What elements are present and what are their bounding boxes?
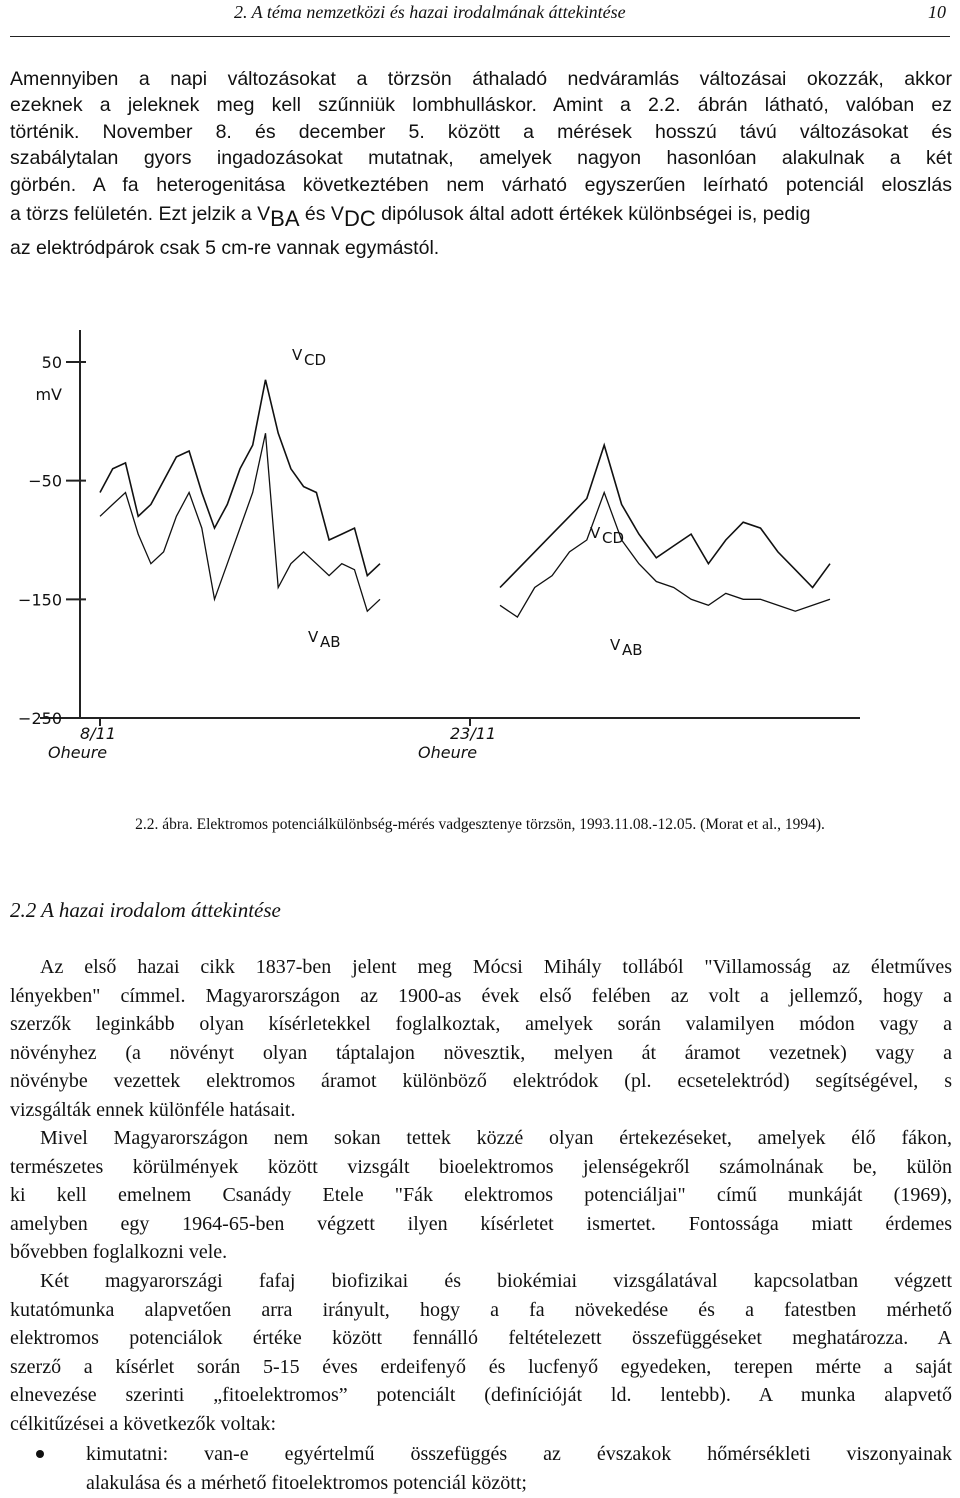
x-tick-date: 8/11: [80, 724, 116, 743]
curve-label-vcd: V: [590, 524, 601, 542]
para2-line: Mivel Magyarországon nem sokan tettek közzé olyan értekezéseket, amelyek élő fákon,: [40, 1127, 952, 1149]
series-line-vab: [100, 433, 380, 611]
section-paragraph-1: [10, 953, 952, 1125]
y-axis-label: mV: [35, 385, 62, 404]
intro-last-line: az elektródpárok csak 5 cm-re vannak egymástól.: [10, 237, 440, 260]
para3-line: elektromos potenciálok értéke között fennálló feltételezett összefüggéseket meghatározza. A: [10, 1327, 952, 1350]
bullet-marker: [36, 1450, 44, 1458]
chart-ticks: [18, 353, 496, 762]
chart-axes: [40, 330, 860, 718]
section-paragraph-3: [10, 1267, 952, 1439]
curve-label-sub-ab: AB: [320, 633, 341, 651]
para2-line: természetes körülmények között vizsgált bioelektromos jelenségekről számolnának be, külön: [10, 1155, 952, 1178]
y-tick-label: 50: [41, 353, 62, 372]
intro-line: görbén. A fa heterogenitása következtében nem várható egyszerűen leírható potenciál eloszlás: [10, 173, 952, 196]
para2-line: bővebben foglalkozni vele.: [10, 1241, 228, 1264]
curve-label-sub-cd: CD: [304, 351, 327, 369]
x-tick-date: 23/11: [450, 724, 497, 743]
intro-line: történik. November 8. és december 5. között a mérések hosszú távú változásokat és: [10, 120, 952, 143]
intro-line-middle: Ezt jelzik a V: [158, 203, 271, 226]
series-line-vcd: [100, 380, 380, 576]
intro-line: szabálytalan gyors ingadozásokat mutatnak, amelyek nagyon hasonlóan alakulnak a két: [10, 147, 952, 170]
figure-caption: 2.2. ábra. Elektromos potenciálkülönbség-mérés vadgesztenye törzsön, 1993.11.08.-12.05. (Morat et al., 1994).: [135, 816, 825, 833]
bullet-item: [86, 1440, 952, 1497]
intro-line-end: dipólusok által adott értékek különbségei is, pedig: [381, 203, 811, 226]
bullet-line: kimutatni: van-e egyértelmű összefüggés az évszakok hőmérsékleti viszonyainak: [86, 1443, 952, 1465]
intro-line: [10, 198, 952, 232]
para1-line: szerzők leginkább olyan kísérletekkel foglalkoztak, amelyek során valamilyen módon vagy a: [10, 1013, 952, 1036]
intro-paragraph: [10, 66, 952, 261]
para1-line: vizsgálták ennek különféle hatásait.: [10, 1098, 296, 1121]
section-paragraph-2: [10, 1124, 952, 1267]
curve-label-sub-cd: CD: [602, 529, 625, 547]
para3-line: Két magyarországi fafaj biofizikai és biokémiai vizsgálatával kapcsolatban végzett: [40, 1270, 952, 1292]
running-title: 2. A téma nemzetközi és hazai irodalmának áttekintése: [234, 2, 626, 22]
bullet-line: alakulása és a mérhető fitoelektromos potenciál között;: [86, 1471, 527, 1494]
x-tick-time: Oheure: [48, 743, 108, 762]
y-tick-label: −50: [28, 471, 62, 491]
para1-line: növénybe vezettek elektromos áramot különböző elektródok (pl. ecsetelektród) segítségével, s: [10, 1070, 952, 1093]
page-header: [0, 0, 960, 40]
potential-chart: [0, 290, 960, 800]
series-line-vcd: [500, 445, 830, 587]
x-tick-time: Oheure: [418, 743, 478, 762]
para3-line: elnevezése szerinti „fitoelektromos” potenciált (definícióját ld. lentebb). A munka alapvető: [10, 1384, 952, 1407]
intro-line: Amennyiben a napi változásokat a törzsön áthaladó nedváramlás változásai okozzák, akkor: [10, 68, 952, 90]
curve-label-sub-ab: AB: [622, 641, 643, 659]
page-number: 10: [928, 2, 946, 22]
section-title: 2.2 A hazai irodalom áttekintése: [10, 898, 281, 922]
intro-line-start: a törzs felületén.: [10, 203, 154, 226]
para3-line: kutatómunka alapvetően arra irányult, hogy a fa növekedése és a fatestben mérhető: [10, 1298, 952, 1321]
subscript-ba: BA: [270, 206, 300, 232]
curve-label-vcd: V: [292, 346, 303, 364]
para3-line: szerző a kísérlet során 5-15 éves erdeifenyő és lucfenyő egyedeken, terepen mérte a saját: [10, 1355, 952, 1378]
chart-series: [100, 380, 830, 617]
curve-label-vab: V: [308, 628, 319, 646]
chart-annotations: [292, 346, 643, 659]
para2-line: amelyben egy 1964-65-ben végzett ilyen kísérletet ismertet. Fontossága miatt érdemes: [10, 1212, 952, 1235]
para1-line: lényekben" címmel. Magyarországon az 1900-as évek első felében az volt a jellemző, hogy a: [10, 984, 952, 1007]
intro-line: ezeknek a jeleknek meg kell szűnniük lombhulláskor. Amint a 2.2. ábrán látható, valóban ez: [10, 94, 952, 117]
curve-label-vab: V: [610, 636, 621, 654]
para1-line: Az első hazai cikk 1837-ben jelent meg Mócsi Mihály tollából "Villamosság az életműves: [40, 956, 952, 978]
header-divider: [10, 36, 950, 37]
para2-line: ki kell emelnem Csanády Etele "Fák elektromos potenciáljai" című munkáját (1969),: [10, 1184, 952, 1207]
y-tick-label: −250: [18, 709, 62, 728]
subscript-dc: DC: [343, 206, 376, 232]
para1-line: növényhez (a növényt olyan táptalajon növesztik, melyen át áramot vezetnek) vagy a: [10, 1041, 952, 1064]
intro-word-es: és V: [304, 203, 344, 226]
y-tick-label: −150: [18, 590, 62, 610]
para3-line: célkitűzései a következők voltak:: [10, 1412, 277, 1435]
